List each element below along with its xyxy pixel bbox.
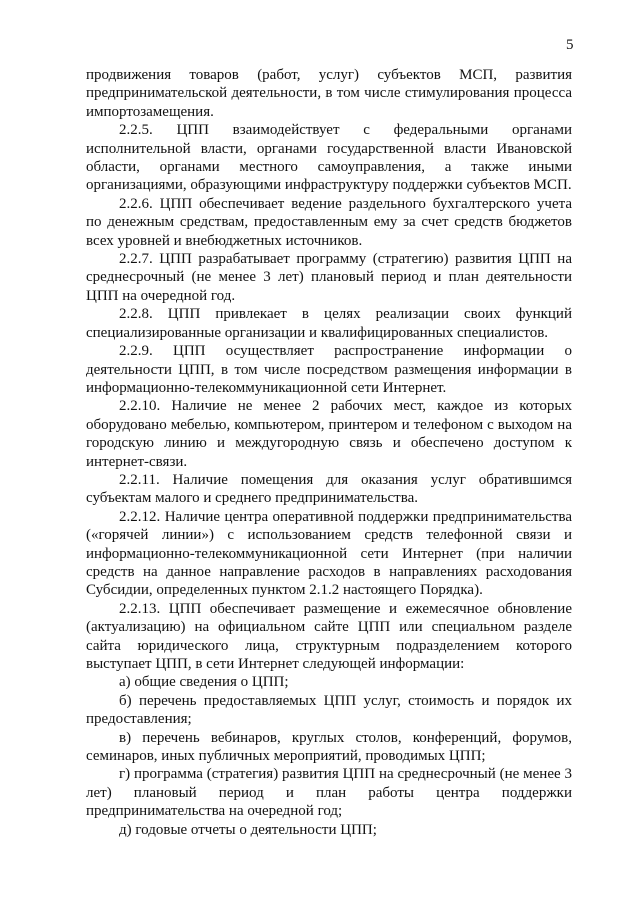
paragraph: г) программа (стратегия) развития ЦПП на среднесрочный (не менее 3 лет) плановый период и план работы центра поддержки предпринимательства на очередной год; xyxy=(86,766,572,820)
paragraph: б) перечень предоставляемых ЦПП услуг, стоимость и порядок их предоставления; xyxy=(86,692,572,728)
paragraph: продвижения товаров (работ, услуг) субъектов МСП, развития предпринимательской деятельности, в том числе стимулирования процесса импортозамещения. xyxy=(86,67,572,120)
paragraph: 2.2.10. Наличие не менее 2 рабочих мест, каждое из которых оборудовано мебелью, компьютером, принтером и телефоном с выходом на городскую линию и междугородную связь и обеспечено доступом к интернет-связи. xyxy=(86,398,572,470)
paragraph: в) перечень вебинаров, круглых столов, конференций, форумов, семинаров, иных публичных мероприятий, проводимых ЦПП; xyxy=(86,729,572,765)
paragraph: 2.2.8. ЦПП привлекает в целях реализации своих функций специализированные организации и квалифицированных специалистов. xyxy=(86,306,572,341)
paragraph: 2.2.13. ЦПП обеспечивает размещение и ежемесячное обновление (актуализацию) на официальном сайте ЦПП или специальном разделе сайта юридического лица, структурным подразделением которого выступает ЦПП, в сети Интернет следующей информации: xyxy=(86,600,572,672)
paragraph: 2.2.6. ЦПП обеспечивает ведение раздельного бухгалтерского учета по денежным средствам, предоставленным ему за счет средств бюджетов всех уровней и внебюджетных источников. xyxy=(86,195,572,249)
document-body xyxy=(86,66,572,839)
paragraph: д) годовые отчеты о деятельности ЦПП; xyxy=(119,821,377,838)
paragraph: а) общие сведения о ЦПП; xyxy=(119,674,289,691)
paragraph: 2.2.5. ЦПП взаимодействует с федеральными органами исполнительной власти, органами государственной власти Ивановской области, органами местного самоуправления, а также иными организациями, образующими инфраструктуру поддержки субъектов МСП. xyxy=(86,122,572,194)
paragraph: 2.2.11. Наличие помещения для оказания услуг обратившимся субъектам малого и среднего предпринимательства. xyxy=(86,471,572,507)
paragraph: 2.2.7. ЦПП разрабатывает программу (стратегию) развития ЦПП на среднесрочный (не менее 3 лет) плановый период и план деятельности ЦПП на очередной год. xyxy=(86,251,572,304)
paragraph: 2.2.9. ЦПП осуществляет распространение информации о деятельности ЦПП, в том числе посредством размещения информации в информационно-телекоммуникационной сети Интернет. xyxy=(86,343,572,396)
page-number: 5 xyxy=(566,37,574,53)
paragraph: 2.2.12. Наличие центра оперативной поддержки предпринимательства («горячей линии») с использованием средств телефонной связи и информационно-телекоммуникационной сети Интернет (при наличии средств на данное направление расходов в направлениях расходования Субсидии, определенных пунктом 2.1.2 настоящего Порядка). xyxy=(86,508,572,599)
